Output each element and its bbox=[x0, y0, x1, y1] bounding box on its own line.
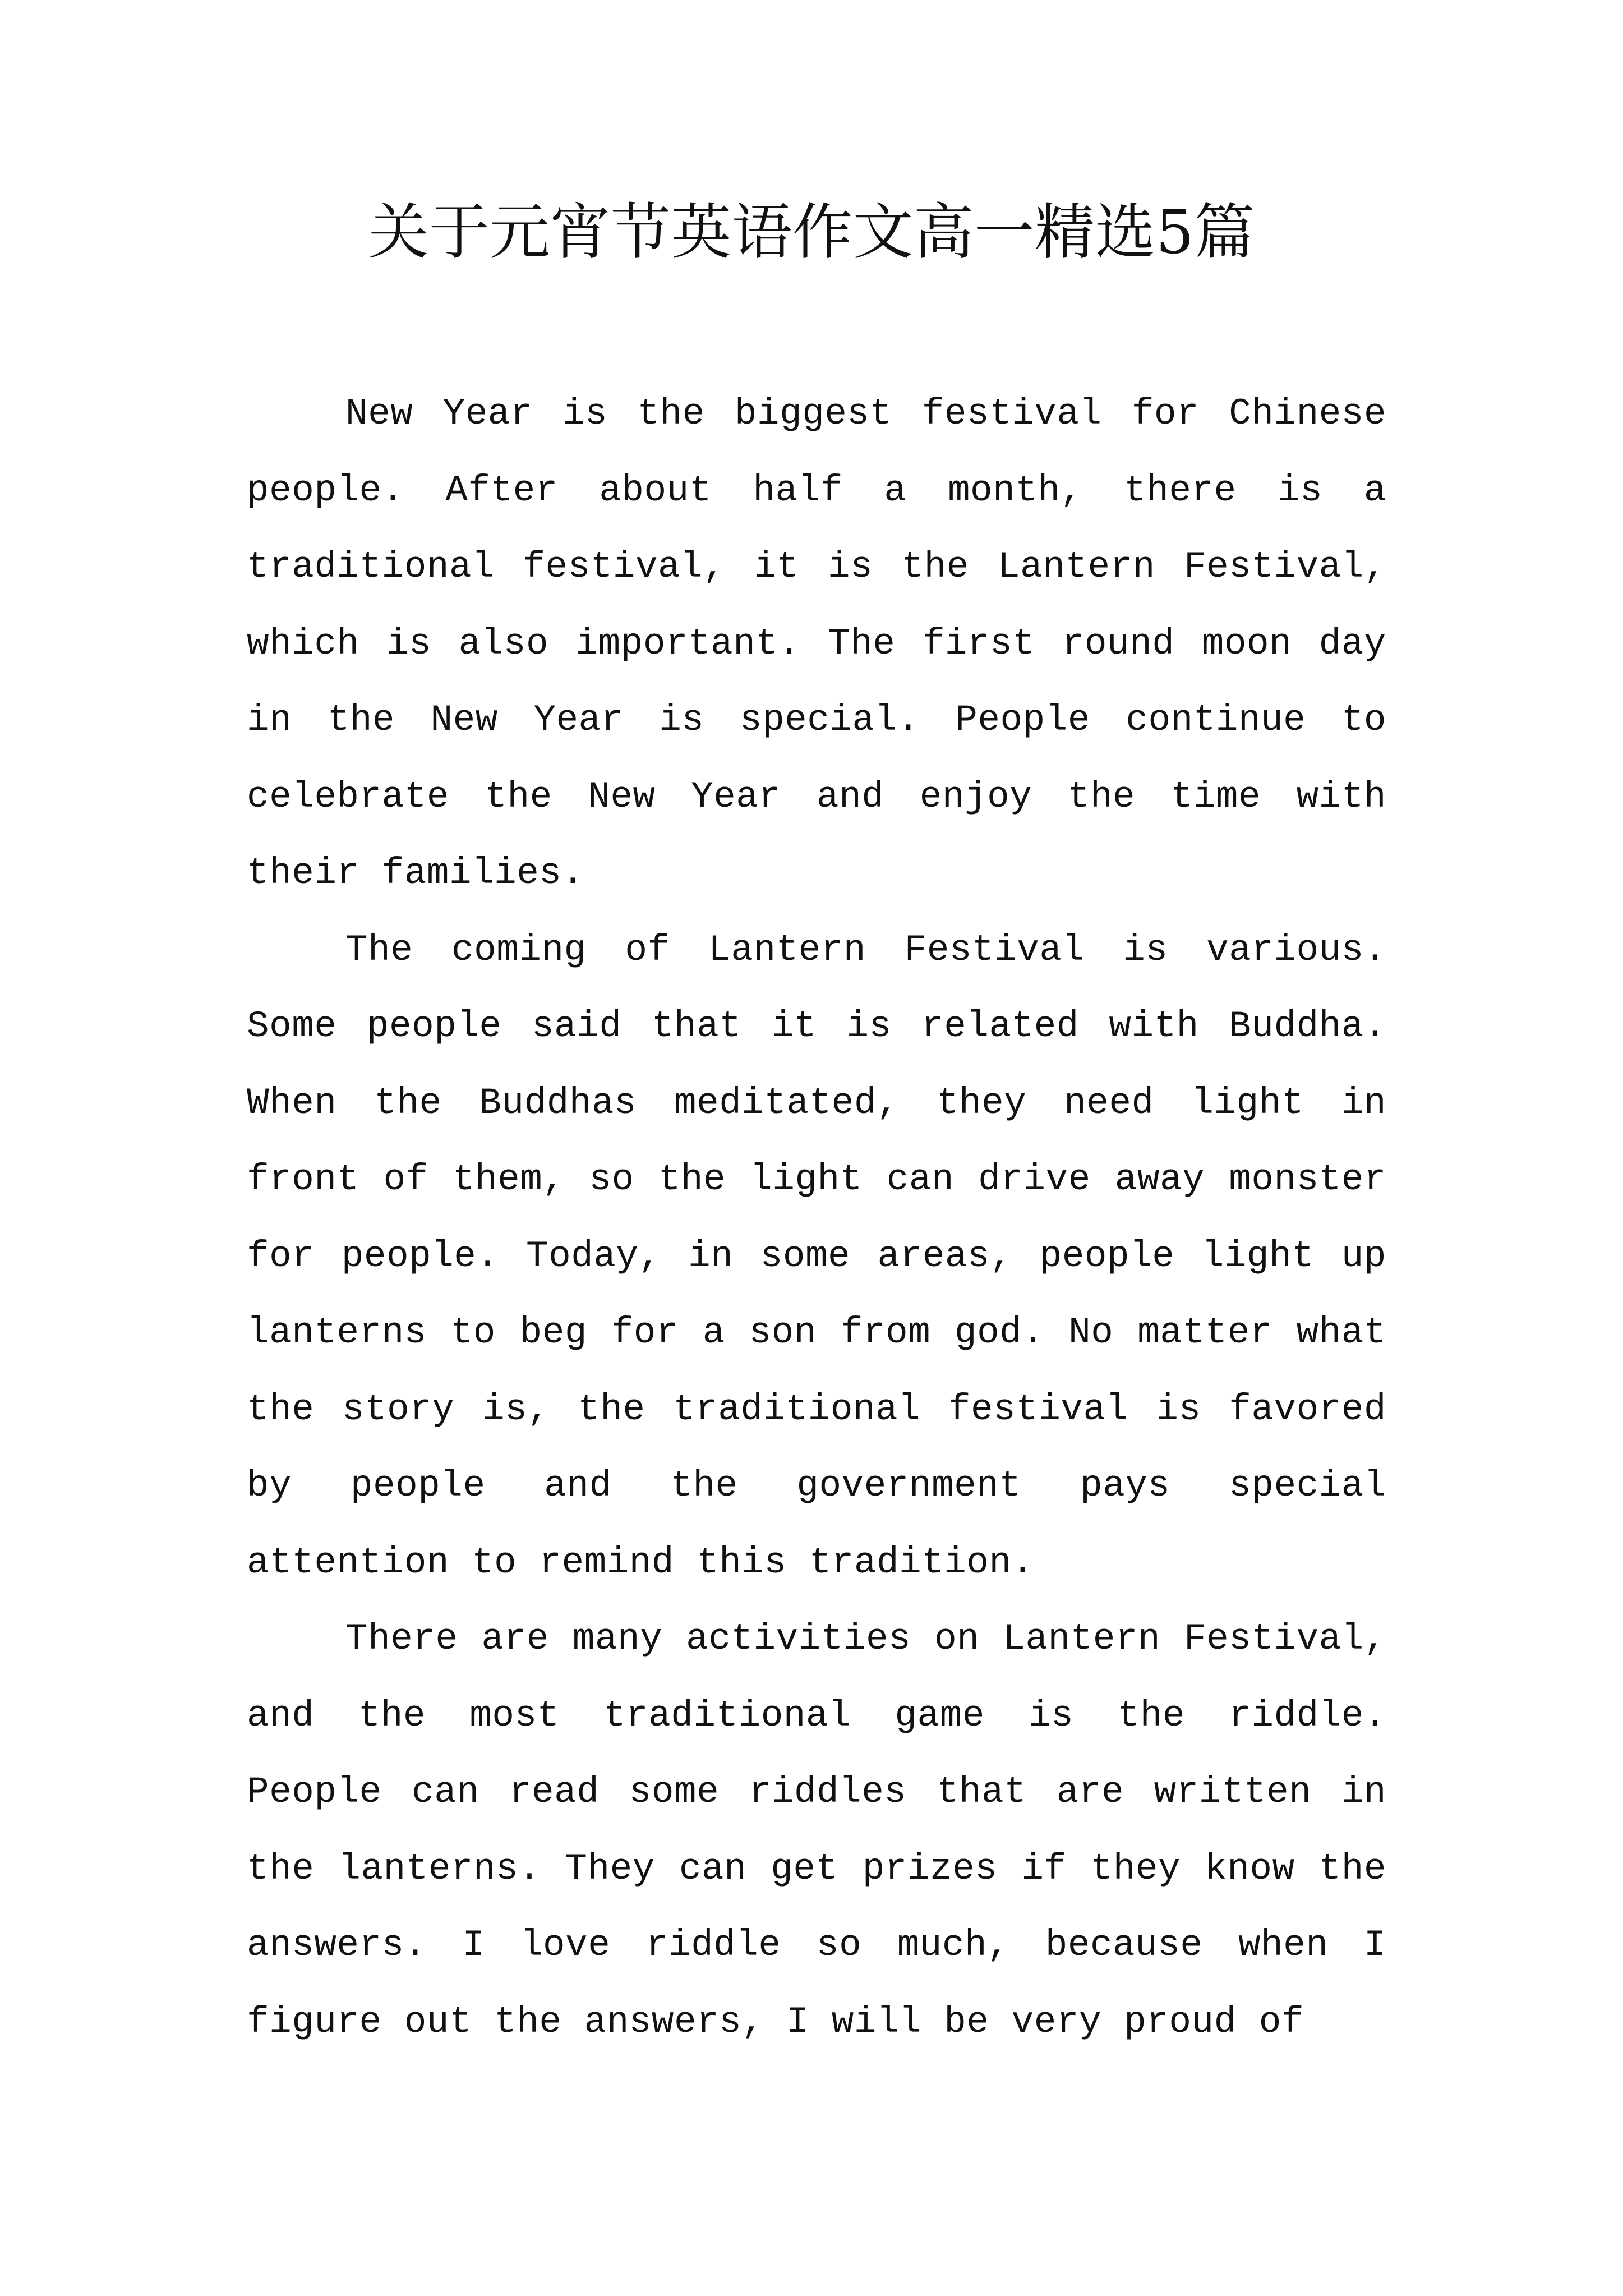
paragraph-1: New Year is the biggest festival for Chinese people. After about half a month, there is a traditional festival, it is the Lantern Festival, which is also important. The first round moon day in the New Year is special. People continue to celebrate the New Year and enjoy the time with their families. bbox=[247, 393, 1386, 894]
document-title: 关于元宵节英语作文高一精选5篇 bbox=[368, 197, 1255, 268]
paragraph-3: There are many activities on Lantern Festival, and the most traditional game is the riddle. People can read some riddles that are written in the lanterns. They can get prizes if they know the answers. I love riddle so much, because when I figure out the answers, I will be very proud of bbox=[247, 1618, 1386, 2043]
document-body bbox=[247, 376, 1386, 2060]
paragraph-2: The coming of Lantern Festival is various. Some people said that it is related with Buddha. When the Buddhas meditated, they need light in front of them, so the light can drive away monster for people. Today, in some areas, people light up lanterns to beg for a son from god. No matter what the story is, the traditional festival is favored by people and the government pays special attention to remind this tradition. bbox=[247, 928, 1386, 1584]
